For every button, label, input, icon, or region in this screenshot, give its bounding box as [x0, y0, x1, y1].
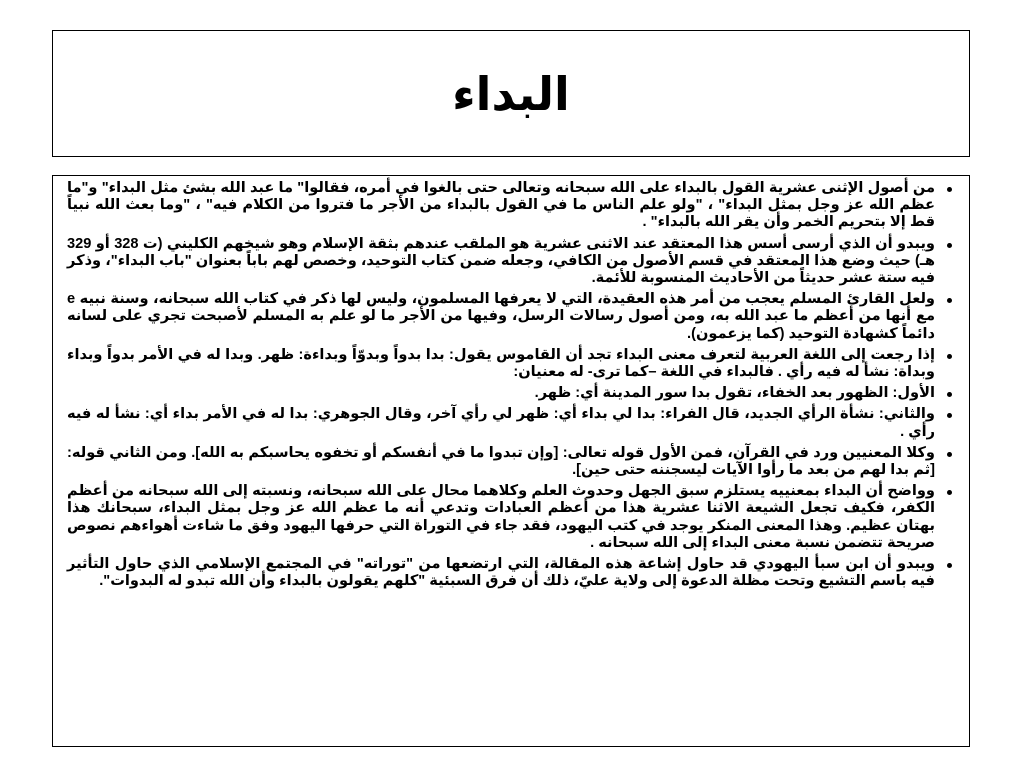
bullet-icon: [947, 354, 952, 359]
bullet-item: [67, 385, 957, 402]
bullet-item: [67, 347, 957, 381]
bullet-list: [67, 180, 957, 590]
bullet-text: إذا رجعت إلى اللغة العربية لتعرف معنى البداء تجد أن القاموس يقول: بدا بدواً وبدوّاً وبداءة: ظهر. وبدا له في الأمر بدواً وبداء وبداة: نشأ له فيه رأي . فالبداء في اللغة –كما ترى- له معنيان:: [67, 346, 935, 381]
bullet-icon: [947, 187, 952, 192]
slide-content-box: [52, 175, 970, 747]
slide-title: البداء: [452, 66, 570, 121]
bullet-icon: [947, 413, 952, 418]
bullet-icon: [947, 243, 952, 248]
bullet-text: وواضح أن البداء بمعنييه يستلزم سبق الجهل وحدوث العلم وكلاهما محال على الله سبحانه، ونسبته إلى الله سبحانه من أعظم الكفر، فكيف تجعل الشيعة الاثنا عشرية هذا من أعظم العبادات وتدعي أنه ما عظم الله عز وجل بمثل البداء، سبحانك هذا بهتان عظيم. وهذا المعنى المنكر يوجد في كتب اليهود، فقد جاء في التوراة التي حرفها اليهود وفق ما شاءت أهواءهم نصوص صريحة تتضمن نسبة معنى البداء إلى الله سبحانه .: [67, 483, 935, 551]
bullet-text: وكلا المعنيين ورد في القرآن، فمن الأول قوله تعالى: [وإن تبدوا ما في أنفسكم أو تخفوه يحاسبكم به الله]. ومن الثاني قوله: [ثم بدا لهم من بعد ما رأوا الآيات ليسجننه حتى حين].: [67, 444, 935, 479]
slide-title-box: [52, 30, 970, 157]
bullet-item: [67, 236, 957, 288]
bullet-text: ويبدو أن ابن سبأ اليهودي قد حاول إشاعة هذه المقالة، التي ارتضعها من "توراته" في المجتمع الإسلامي الذي حاول التأثير فيه باسم التشيع وتحت مظلة الدعوة إلى ولاية عليّ، ذلك أن فرق السبئية "كلهم يقولون بالبداء وأن الله تبدو له البدوات".: [67, 556, 935, 590]
bullet-icon: [947, 563, 952, 568]
bullet-item: [67, 291, 957, 343]
bullet-icon: [947, 298, 952, 303]
bullet-text: الأول: الظهور بعد الخفاء، تقول بدا سور المدينة أي: ظهر.: [534, 385, 935, 402]
bullet-item: [67, 180, 957, 232]
bullet-icon: [947, 392, 952, 397]
bullet-icon: [947, 452, 952, 457]
bullet-item: [67, 556, 957, 590]
bullet-text: من أصول الإثنى عشرية القول بالبداء على الله سبحانه وتعالى حتى بالغوا في أمره، فقالوا" ما عبد الله بشئ مثل البداء" و"ما عظم الله عز وجل بمثل البداء" ، "ولو علم الناس ما في القول بالبداء من الأجر ما فتروا من الكلام فيه" ، "وما بعث الله نبياً قط إلا بتحريم الخمر وأن يقر الله بالبداء" .: [67, 180, 935, 231]
bullet-text: ويبدو أن الذي أرسى أسس هذا المعتقد عند الاثنى عشرية هو الملقب عندهم بثقة الإسلام وهو شيخهم الكليني (ت 328 أو 329 هـ) حيث وضع هذا المعتقد في قسم الأصول من الكافي، وجعله ضمن كتاب التوحيد، وخصص لهم باباً بعنوان "باب البداء"، وذكر فيه ستة عشر حديثاً من الأحاديث المنسوبة للأئمة.: [67, 235, 936, 287]
bullet-text: ولعل القارئ المسلم يعجب من أمر هذه العقيدة، التي لا يعرفها المسلمون، وليس لها ذكر في كتاب الله سبحانه، وسنة نبيه e مع أنها من أعظم ما عبد الله به، ومن أصول رسالات الرسل، وفيها من الأجر ما لو علم به المسلم لأصبحت تجري على لسانه دائماً كشهادة التوحيد (كما يزعمون).: [67, 291, 935, 342]
bullet-item: [67, 445, 957, 479]
bullet-text: والثاني: نشأة الرأي الجديد، قال الفراء: بدا لي بداء أي: ظهر لي رأي آخر، وقال الجوهري: بدا له في الأمر بداء أي: نشأ له فيه رأي .: [67, 406, 935, 440]
bullet-item: [67, 406, 957, 440]
bullet-icon: [947, 490, 952, 495]
bullet-item: [67, 483, 957, 552]
